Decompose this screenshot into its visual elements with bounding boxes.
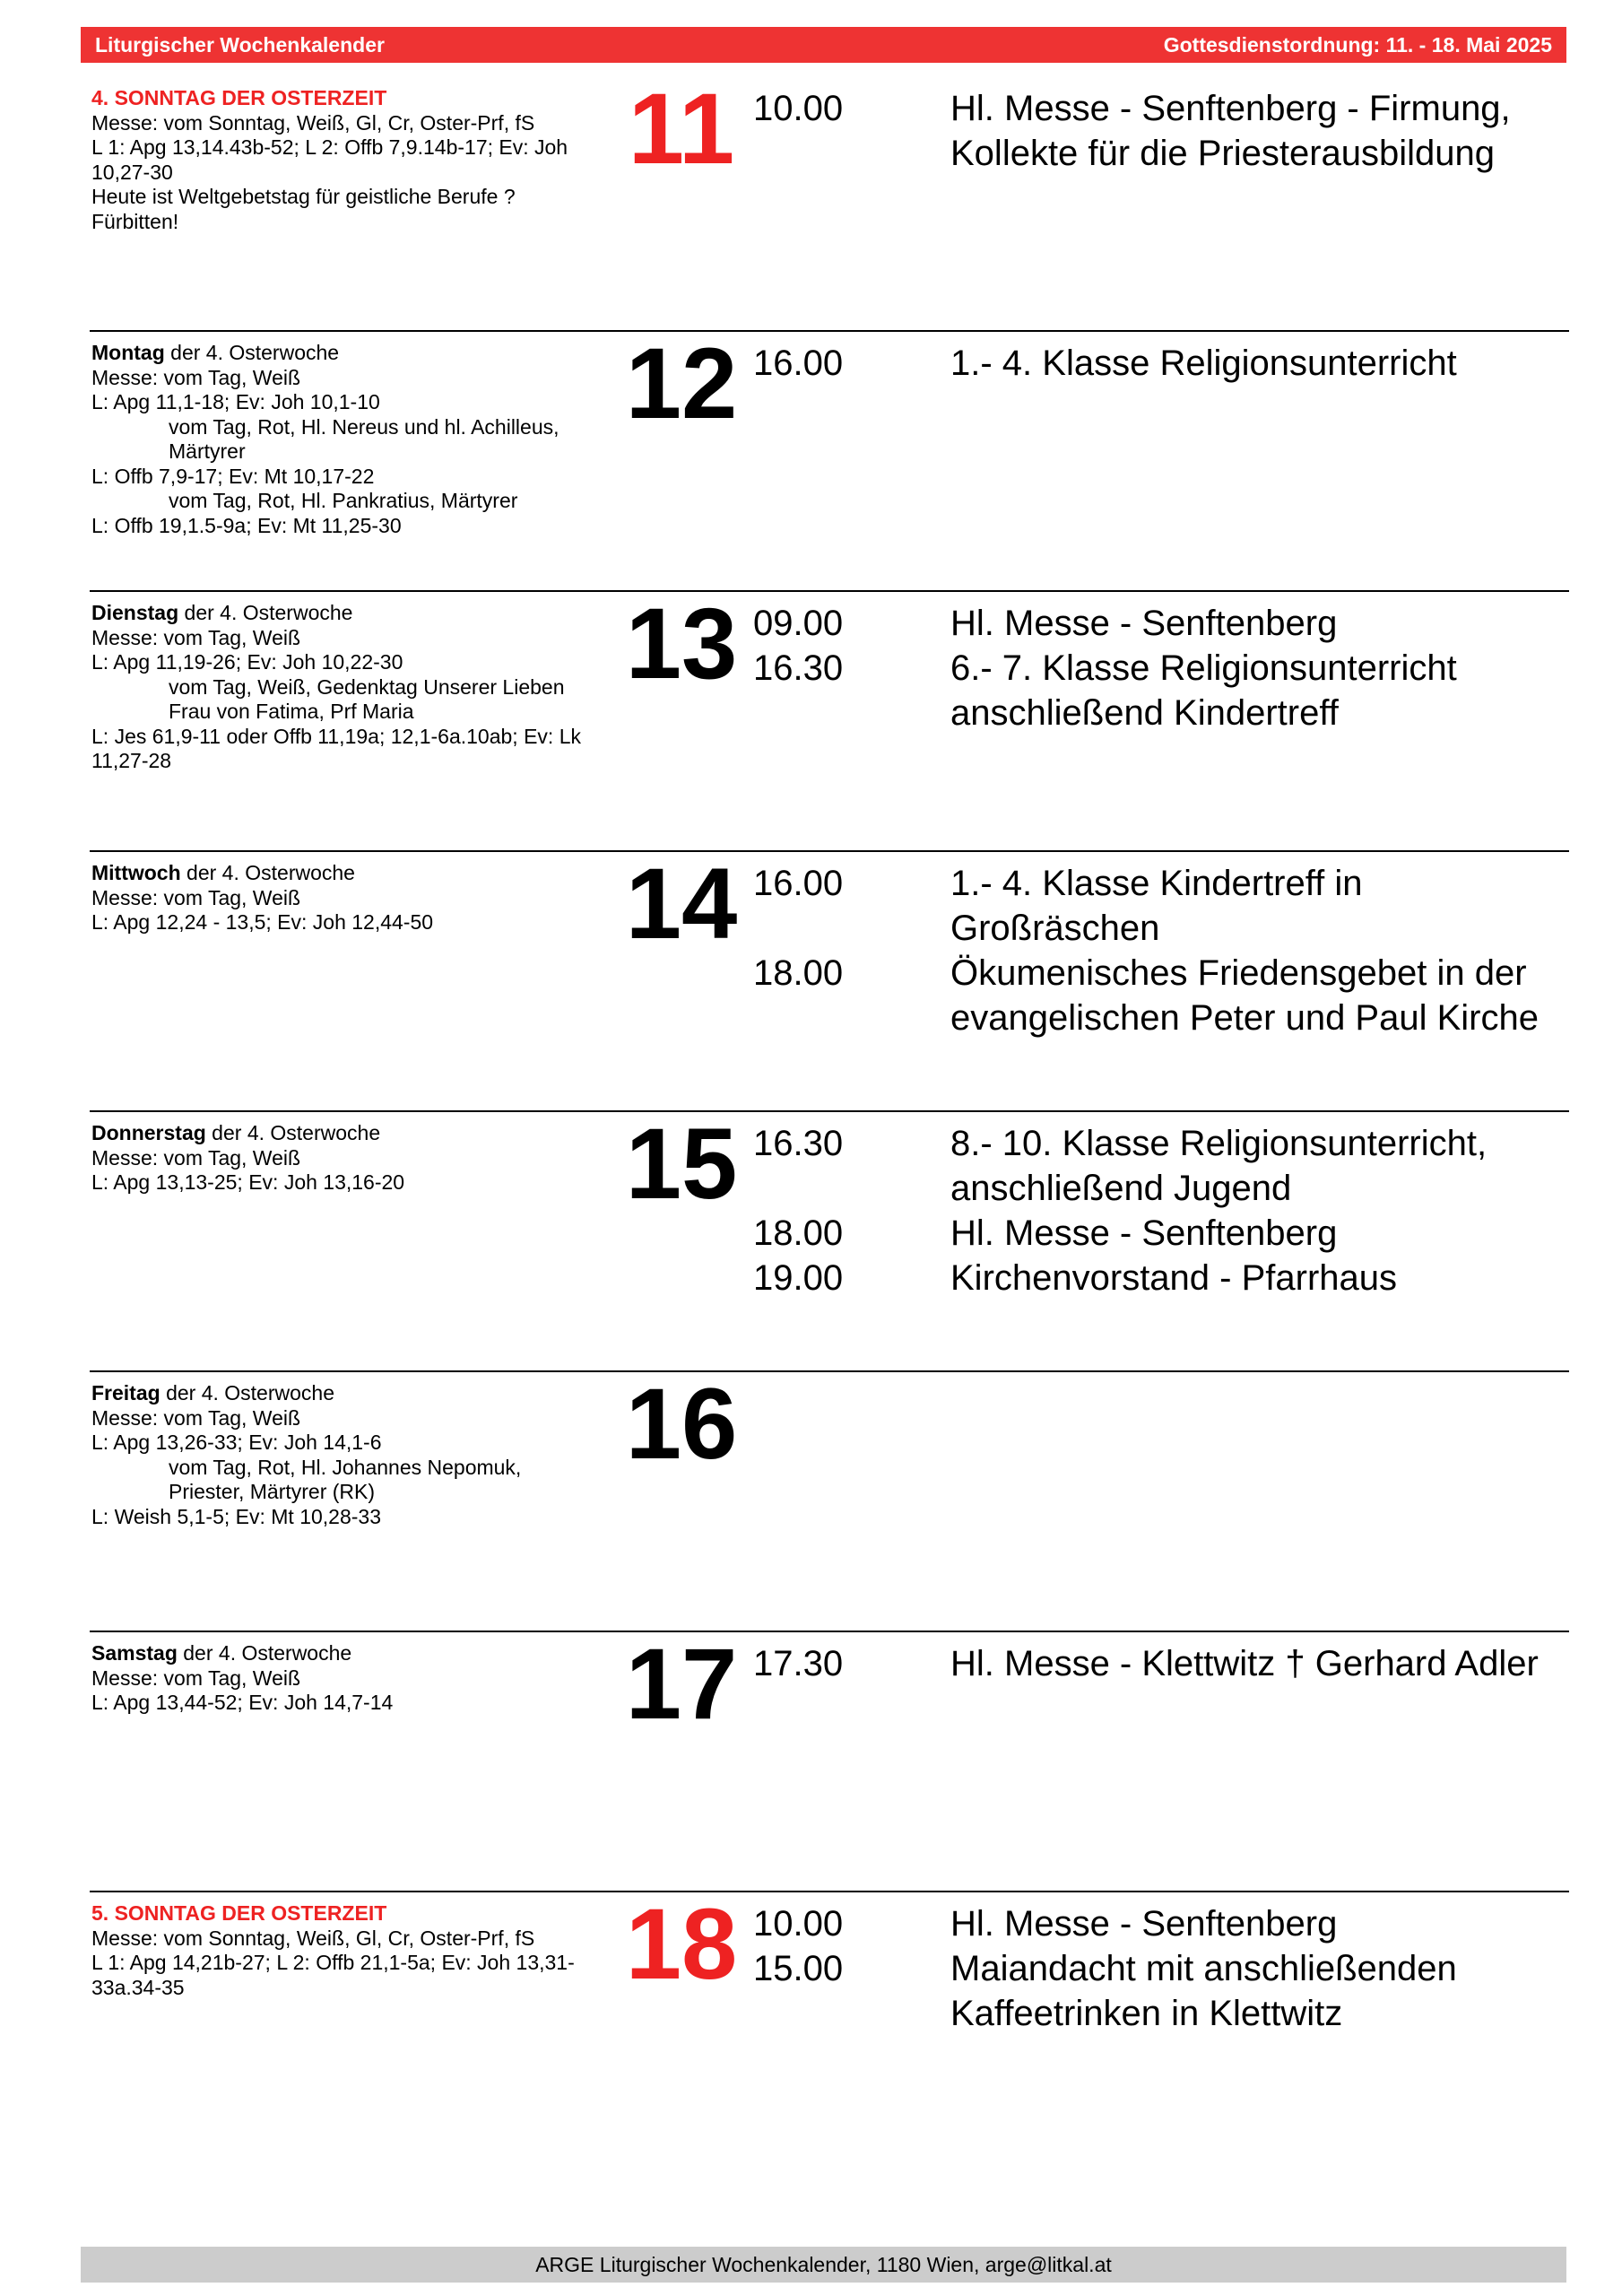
- event-description: 1.- 4. Klasse Kindertreff in Großräschen: [950, 864, 1363, 948]
- liturgy-line: Heute ist Weltgebetstag für geistliche Berufe ? Fürbitten!: [91, 185, 516, 233]
- event-row: [753, 1641, 1569, 1686]
- event-description: Hl. Messe - Senftenberg: [950, 1904, 1338, 1944]
- event-time: 15.00: [753, 1949, 844, 1988]
- day-title: [91, 1641, 594, 1666]
- event-time: 10.00: [753, 1904, 844, 1944]
- day-title: [91, 86, 594, 111]
- liturgy-line: Messe: vom Tag, Weiß: [91, 625, 301, 649]
- day-block-16: [90, 1370, 1569, 1632]
- liturgy-info: [91, 601, 594, 774]
- liturgy-line: vom Tag, Rot, Hl. Pankratius, Märtyrer: [169, 489, 518, 512]
- event-list: [753, 861, 1569, 1040]
- liturgy-line: Messe: vom Tag, Weiß: [91, 365, 301, 389]
- event-description: 1.- 4. Klasse Religionsunterricht: [950, 344, 1457, 383]
- event-description: 8.- 10. Klasse Religionsunterricht, anschließend Jugend: [950, 1124, 1488, 1208]
- liturgy-line: L: Offb 7,9-17; Ev: Mt 10,17-22: [91, 464, 375, 488]
- day-number: 15: [625, 1108, 738, 1220]
- liturgy-line: L: Offb 19,1.5-9a; Ev: Mt 11,25-30: [91, 513, 402, 537]
- event-time: 18.00: [753, 1213, 844, 1253]
- day-name: Dienstag: [91, 601, 179, 624]
- day-block-14: [90, 850, 1569, 1112]
- day-name: Montag: [91, 341, 165, 364]
- header-bar: [81, 27, 1566, 63]
- liturgy-line: Messe: vom Tag, Weiß: [91, 1405, 301, 1430]
- liturgy-line: Messe: vom Sonntag, Weiß, Gl, Cr, Oster-Prf, fS: [91, 1926, 535, 1950]
- event-row: [753, 1946, 1569, 2036]
- header-date-range: Gottesdienstordnung: 11. - 18. Mai 2025: [1163, 32, 1552, 57]
- footer-text: ARGE Liturgischer Wochenkalender, 1180 Wien, arge@litkal.at: [535, 2253, 1112, 2276]
- liturgy-info: [91, 1901, 594, 2000]
- day-name: Mittwoch: [91, 861, 181, 884]
- liturgy-line: Messe: vom Tag, Weiß: [91, 1145, 301, 1170]
- event-time: 10.00: [753, 89, 844, 128]
- liturgy-line: L: Jes 61,9-11 oder Offb 11,19a; 12,1-6a.10ab; Ev: Lk 11,27-28: [91, 724, 581, 772]
- liturgy-info: [91, 1641, 594, 1716]
- day-block-17: [90, 1628, 1569, 1892]
- day-number: 18: [625, 1888, 738, 2000]
- event-row: [753, 1901, 1569, 1946]
- day-number: 17: [625, 1628, 738, 1740]
- day-subtitle: der 4. Osterwoche: [178, 601, 353, 624]
- event-description: 6.- 7. Klasse Religionsunterricht anschließend Kindertreff: [950, 648, 1457, 733]
- event-row: [753, 86, 1569, 176]
- event-time: 18.00: [753, 953, 844, 993]
- event-time: 17.30: [753, 1644, 844, 1683]
- event-list: [753, 601, 1569, 735]
- event-row: [753, 601, 1569, 646]
- day-number: 12: [625, 327, 738, 439]
- event-description: Hl. Messe - Klettwitz † Gerhard Adler: [950, 1644, 1539, 1683]
- day-name: 5. SONNTAG DER OSTERZEIT: [91, 1901, 387, 1925]
- liturgy-line: L: Apg 12,24 - 13,5; Ev: Joh 12,44-50: [91, 910, 434, 934]
- liturgy-line: Messe: vom Tag, Weiß: [91, 885, 301, 909]
- day-name: Freitag: [91, 1381, 160, 1405]
- day-subtitle: der 4. Osterwoche: [164, 341, 340, 364]
- day-subtitle: der 4. Osterwoche: [160, 1381, 334, 1405]
- event-description: Hl. Messe - Senftenberg - Firmung, Kollekte für die Priesterausbildung: [950, 89, 1511, 173]
- liturgy-info: [91, 1121, 594, 1196]
- event-description: Kirchenvorstand - Pfarrhaus: [950, 1258, 1398, 1298]
- event-row: [753, 341, 1569, 386]
- day-number: 11: [628, 73, 735, 185]
- event-row: [753, 951, 1569, 1040]
- event-time: 09.00: [753, 604, 844, 643]
- day-name: Donnerstag: [91, 1121, 206, 1144]
- day-block-12: [90, 327, 1569, 592]
- event-description: Hl. Messe - Senftenberg: [950, 1213, 1338, 1253]
- event-row: [753, 1211, 1569, 1256]
- liturgy-line: L: Apg 11,19-26; Ev: Joh 10,22-30: [91, 650, 403, 674]
- liturgy-line: vom Tag, Rot, Hl. Nereus und hl. Achilleus, Märtyrer: [169, 414, 559, 463]
- day-name: Samstag: [91, 1641, 178, 1665]
- day-block-18: [90, 1888, 1569, 2152]
- event-list: [753, 1641, 1569, 1686]
- day-block-15: [90, 1110, 1569, 1372]
- day-title: [91, 341, 594, 366]
- liturgy-line: vom Tag, Weiß, Gedenktag Unserer Lieben Frau von Fatima, Prf Maria: [169, 674, 565, 723]
- day-subtitle: der 4. Osterwoche: [177, 1641, 352, 1665]
- day-name: 4. SONNTAG DER OSTERZEIT: [91, 86, 387, 109]
- header-title: Liturgischer Wochenkalender: [95, 32, 385, 57]
- day-number: 13: [625, 587, 738, 700]
- day-block-11: [90, 73, 1569, 337]
- event-time: 19.00: [753, 1258, 844, 1298]
- liturgy-info: [91, 861, 594, 935]
- event-row: [753, 646, 1569, 735]
- event-list: [753, 86, 1569, 176]
- event-time: 16.30: [753, 1124, 844, 1163]
- day-number: 16: [625, 1368, 738, 1480]
- event-time: 16.30: [753, 648, 844, 688]
- liturgy-line: Messe: vom Sonntag, Weiß, Gl, Cr, Oster-Prf, fS: [91, 110, 535, 135]
- event-row: [753, 861, 1569, 951]
- day-block-13: [90, 587, 1569, 852]
- liturgy-info: [91, 86, 594, 234]
- liturgy-info: [91, 1381, 594, 1529]
- event-description: Ökumenisches Friedensgebet in der evangelischen Peter und Paul Kirche: [950, 953, 1539, 1038]
- liturgy-line: L: Apg 11,1-18; Ev: Joh 10,1-10: [91, 390, 380, 413]
- event-row: [753, 1121, 1569, 1211]
- liturgy-line: L: Apg 13,26-33; Ev: Joh 14,1-6: [91, 1431, 382, 1454]
- liturgy-line: L: Weish 5,1-5; Ev: Mt 10,28-33: [91, 1504, 382, 1528]
- event-description: Hl. Messe - Senftenberg: [950, 604, 1338, 643]
- liturgy-line: vom Tag, Rot, Hl. Johannes Nepomuk, Priester, Märtyrer (RK): [169, 1455, 522, 1503]
- liturgy-line: L 1: Apg 14,21b-27; L 2: Offb 21,1-5a; Ev: Joh 13,31-33a.34-35: [91, 1951, 575, 1999]
- day-number: 14: [625, 848, 738, 960]
- event-description: Maiandacht mit anschließenden Kaffeetrinken in Klettwitz: [950, 1949, 1457, 2033]
- event-time: 16.00: [753, 864, 844, 903]
- day-subtitle: der 4. Osterwoche: [180, 861, 355, 884]
- liturgy-info: [91, 341, 594, 538]
- day-title: [91, 1381, 594, 1406]
- footer-bar: [81, 2247, 1566, 2283]
- liturgy-line: Messe: vom Tag, Weiß: [91, 1665, 301, 1690]
- liturgy-line: L: Apg 13,44-52; Ev: Joh 14,7-14: [91, 1691, 394, 1714]
- event-row: [753, 1256, 1569, 1300]
- liturgy-line: L 1: Apg 13,14.43b-52; L 2: Offb 7,9.14b-17; Ev: Joh 10,27-30: [91, 135, 568, 184]
- day-subtitle: der 4. Osterwoche: [205, 1121, 381, 1144]
- event-list: [753, 1121, 1569, 1300]
- day-title: [91, 861, 594, 886]
- event-list: [753, 1901, 1569, 2036]
- event-time: 16.00: [753, 344, 844, 383]
- day-title: [91, 1121, 594, 1146]
- day-title: [91, 1901, 594, 1926]
- day-title: [91, 601, 594, 626]
- event-list: [753, 341, 1569, 386]
- liturgy-line: L: Apg 13,13-25; Ev: Joh 13,16-20: [91, 1170, 405, 1194]
